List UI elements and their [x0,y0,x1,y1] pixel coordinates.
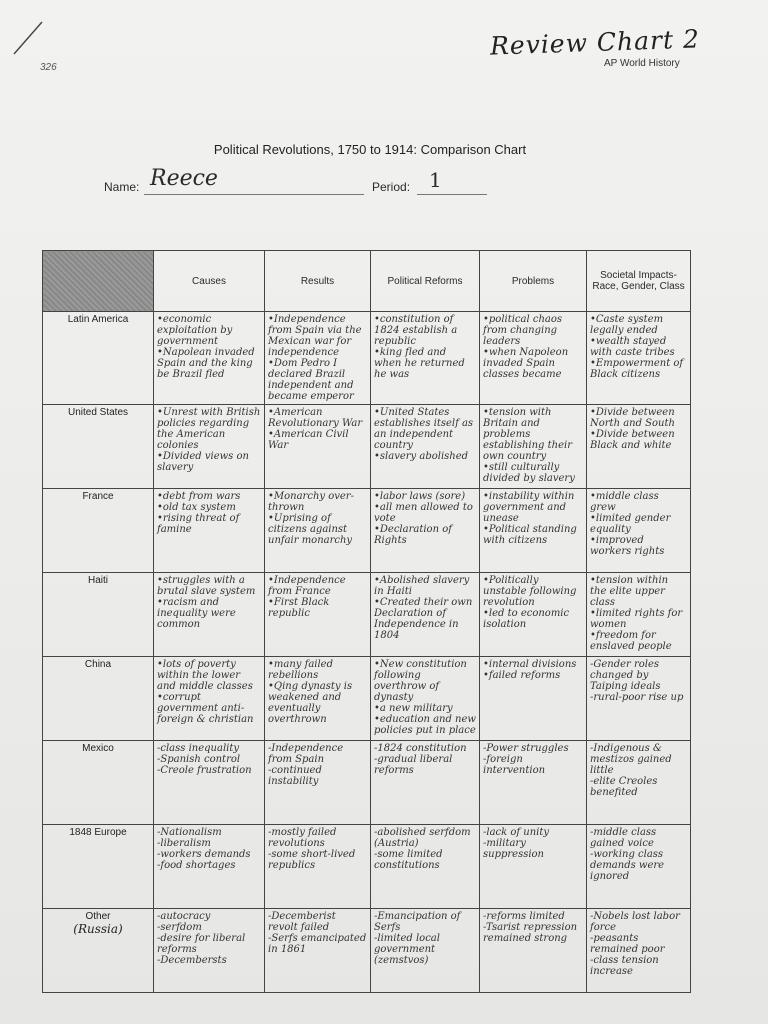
table-cell: •internal divisions •failed reforms [480,657,587,741]
table-cell: •middle class grew •limited gender equality •improved workers rights [587,489,691,573]
table-row [43,489,691,573]
table-cell: -Nationalism -liberalism -workers demands -food shortages [154,825,265,909]
table-cell: •Abolished slavery in Haiti •Created their own Declaration of Independence in 1804 [371,573,480,657]
period-underline [417,194,487,195]
table-cell: •Politically unstable following revolution •led to economic isolation [480,573,587,657]
table-cell: •debt from wars •old tax system •rising threat of famine [154,489,265,573]
table-cell: •New constitution following overthrow of dynasty •a new military •education and new policies put in place [371,657,480,741]
table-cell: -reforms limited -Tsarist repression remained strong [480,909,587,993]
table-cell: -middle class gained voice -working class demands were ignored [587,825,691,909]
table-row [43,909,691,993]
table-row [43,312,691,405]
table-row [43,573,691,657]
table-cell: •Unrest with British policies regarding the American colonies •Divided views on slavery [154,405,265,489]
document-title: Political Revolutions, 1750 to 1914: Comparison Chart [213,142,527,157]
table-cell: -Indigenous & mestizos gained little -elite Creoles benefited [587,741,691,825]
column-header: Political Reforms [371,251,480,312]
handwritten-title: Review Chart 2 [489,24,701,61]
table-row [43,741,691,825]
table-row [43,405,691,489]
table-cell: •constitution of 1824 establish a republic •king fled and when he returned he was [371,312,480,405]
page-number: 326 [40,62,57,73]
table-cell: •instability within government and unease •Political standing with citizens [480,489,587,573]
table-cell: •American Revolutionary War •American Civil War [265,405,371,489]
table-cell: -mostly failed revolutions -some short-lived republics [265,825,371,909]
table-cell: •political chaos from changing leaders •when Napoleon invaded Spain classes became [480,312,587,405]
course-label: AP World History [604,58,680,69]
period-value: 1 [429,168,442,192]
table-cell: •Independence from Spain via the Mexican war for independence •Dom Pedro I declared Brazil independent and became emperor [265,312,371,405]
table-cell: -Decemberist revolt failed -Serfs emancipated in 1861 [265,909,371,993]
table-cell: •tension with Britain and problems establishing their own country •still culturally divided by slavery [480,405,587,489]
column-header: Societal Impacts- Race, Gender, Class [587,251,691,312]
pen-mark-icon [12,18,52,58]
table-cell: •labor laws (sore) •all men allowed to vote •Declaration of Rights [371,489,480,573]
shaded-corner-cell [43,251,154,312]
comparison-chart [42,250,691,993]
name-underline [144,194,364,195]
table-cell: -1824 constitution -gradual liberal reforms [371,741,480,825]
table-cell: -abolished serfdom (Austria) -some limited constitutions [371,825,480,909]
table-cell: -lack of unity -military suppression [480,825,587,909]
column-header: Results [265,251,371,312]
table-cell: -class inequality -Spanish control -Creole frustration [154,741,265,825]
table-cell: •many failed rebellions •Qing dynasty is weakened and eventually overthrown [265,657,371,741]
column-header: Problems [480,251,587,312]
name-label: Name: [104,180,140,194]
table-cell: •struggles with a brutal slave system •racism and inequality were common [154,573,265,657]
table-cell: -Gender roles changed by Taiping ideals -rural-poor rise up [587,657,691,741]
table-cell: -Power struggles -foreign intervention [480,741,587,825]
row-label: 1848 Europe [43,825,154,909]
table-cell: •Divide between North and South •Divide between Black and white [587,405,691,489]
table-cell: •Monarchy over-thrown •Uprising of citizens against unfair monarchy [265,489,371,573]
table-cell: -autocracy -serfdom -desire for liberal reforms -Decembersts [154,909,265,993]
column-header: Causes [154,251,265,312]
period-label: Period: [372,180,411,194]
row-label: Latin America [43,312,154,405]
row-label: Haiti [43,573,154,657]
table-cell: •Caste system legally ended •wealth stayed with caste tribes •Empowerment of Black citizens [587,312,691,405]
header-row [43,251,691,312]
table-cell: -Emancipation of Serfs -limited local government (zemstvos) [371,909,480,993]
row-label: Mexico [43,741,154,825]
table-cell: •lots of poverty within the lower and middle classes •corrupt government anti-foreign & christian [154,657,265,741]
table-cell: •Independence from France •First Black republic [265,573,371,657]
table-cell: •tension within the elite upper class •limited rights for women •freedom for enslaved people [587,573,691,657]
name-value: Reece [150,166,218,191]
table-row [43,825,691,909]
table-cell: •United States establishes itself as an independent country •slavery abolished [371,405,480,489]
table-cell: •economic exploitation by government •Napolean invaded Spain and the king be Brazil fled [154,312,265,405]
row-label: China [43,657,154,741]
table-row [43,657,691,741]
table-cell: -Independence from Spain -continued instability [265,741,371,825]
row-label: United States [43,405,154,489]
table-cell: -Nobels lost labor force -peasants remained poor -class tension increase [587,909,691,993]
row-label: Other (Russia) [43,909,154,993]
row-label: France [43,489,154,573]
